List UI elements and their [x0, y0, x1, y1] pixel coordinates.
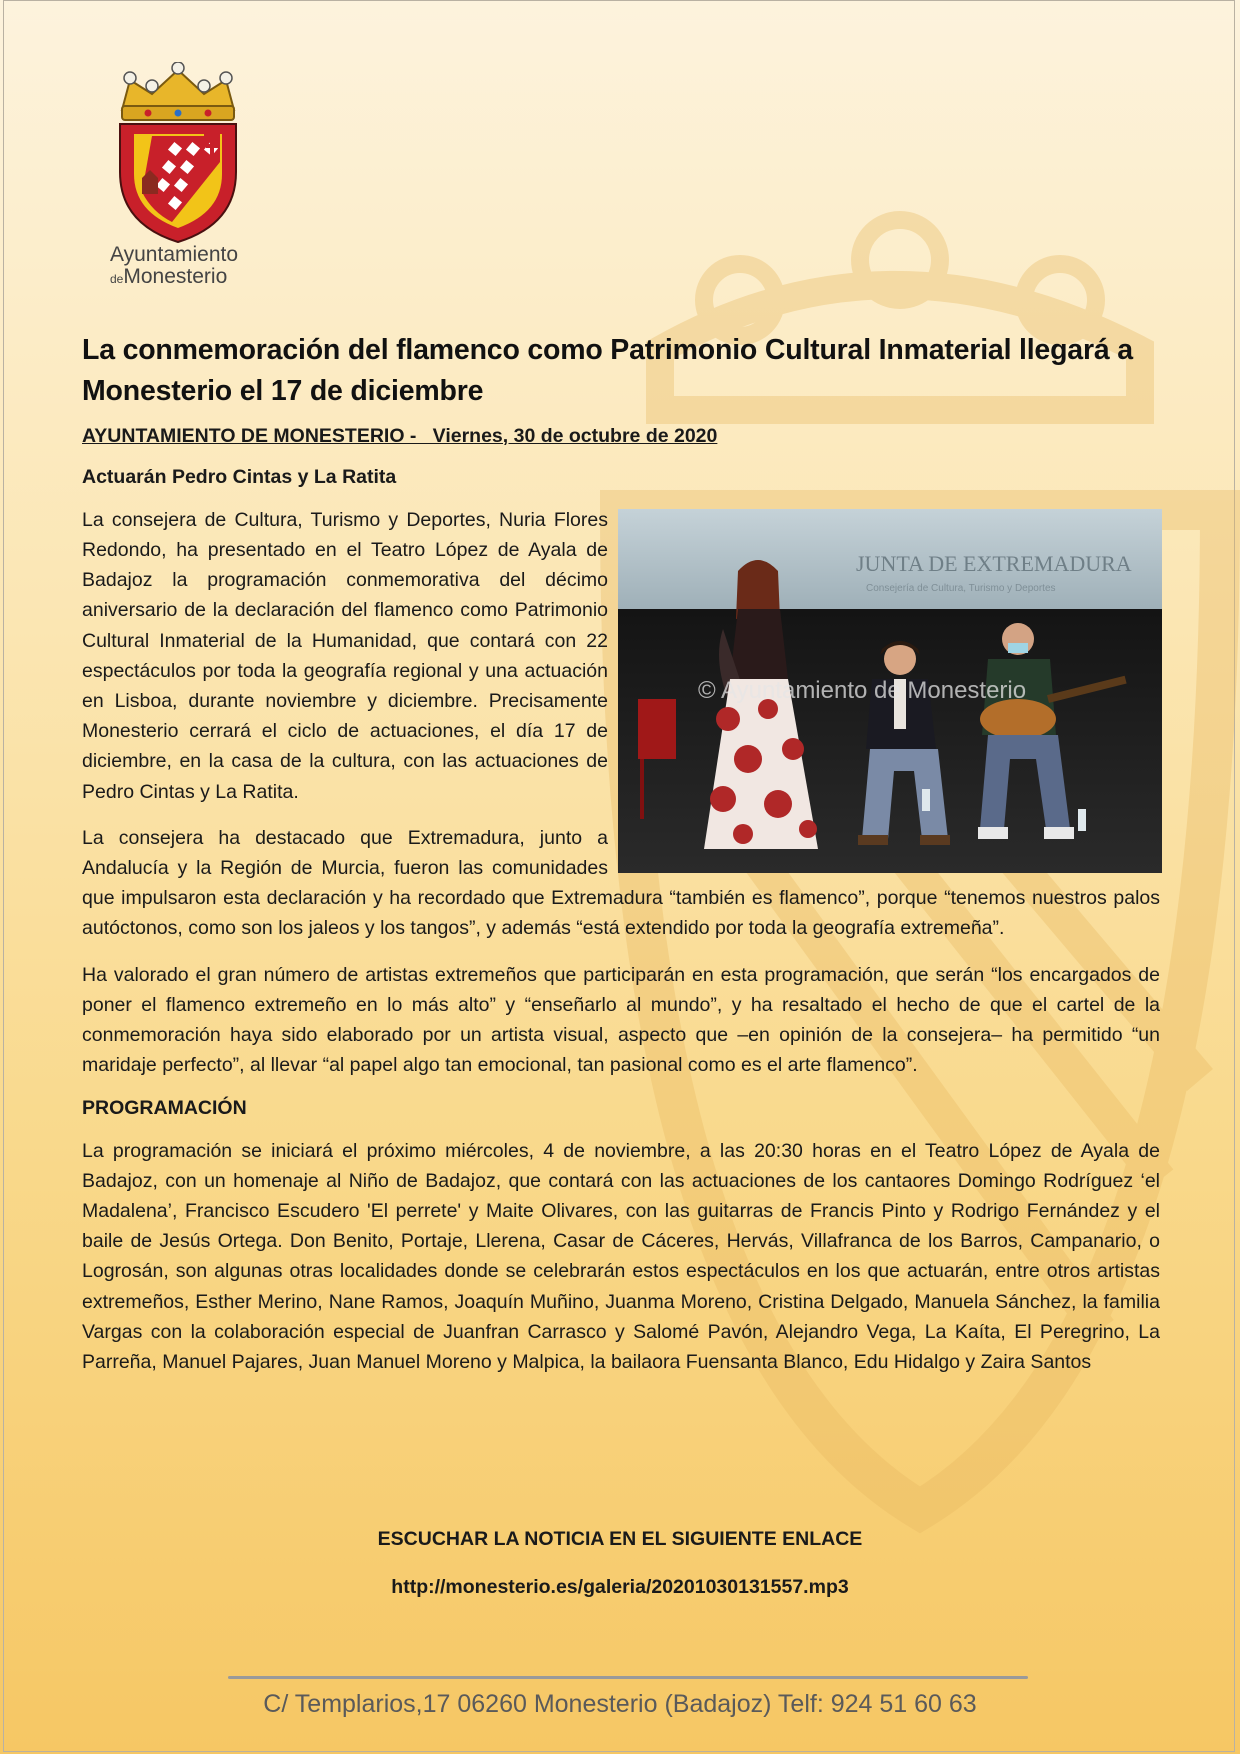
footer-divider [228, 1676, 1028, 1679]
footer-address: C/ Templarios,17 06260 Monesterio (Badajoz) Telf: 924 51 60 63 [263, 1690, 977, 1718]
audio-link[interactable]: http://monesterio.es/galeria/20201030131557.mp3 [391, 1576, 849, 1598]
article-paragraph-2: La consejera ha destacado que Extremadura, junto a Andalucía y la Región de Murcia, fueron las comunidades que impulsaron esta declaración y ha recordado que Extremadura “también es flamenco”, porque “tenemos nuestros palos autóctonos, como son los jaleos y los tangos”, y además “está extendido por toda la geografía extremeña”. [82, 826, 1160, 940]
logo-line-ayuntamiento: Ayuntamiento [110, 243, 239, 266]
section-heading-programacion: PROGRAMACIÓN [82, 1096, 247, 1119]
logo-line-monesterio [110, 266, 254, 288]
logo-town: Monesterio [123, 265, 228, 289]
photo-watermark: © Ayuntamiento de Monesterio [698, 676, 1027, 704]
listen-heading: ESCUCHAR LA NOTICIA EN EL SIGUIENTE ENLACE [377, 1528, 863, 1550]
logo-text [110, 244, 254, 288]
programacion-paragraph: La programación se iniciará el próximo miércoles, 4 de noviembre, a las 20:30 horas en el Teatro López de Ayala de Badajoz, con un homenaje al Niño de Badajoz, que contará con las actuaciones de los cantaores Domingo Rodríguez ‘el Madalena’, Francisco Escudero 'El perrete' y Maite Olivares, con las guitarras de Francis Pinto y Rodrigo Fernández y el baile de Jesús Ortega. Don Benito, Portaje, Llerena, Casar de Cáceres, Hervás, Villafranca de los Barros, Campanario, o Logrosán, son algunas otras localidades donde se celebrarán estos espectáculos en los que actuarán, entre otros artistas extremeños, Esther Merino, Nane Ramos, Joaquín Muñino, Juanma Moreno, Cristina Delgado, Manuela Sánchez, la familia Vargas con la colaboración especial de Juanfran Carrasco y Salomé Pavón, Alejandro Vega, La Kaíta, El Peregrino, La Parreña, Manuel Pajares, Juan Manuel Moreno y Malpica, la bailaora Fuensanta Blanco, Edu Hidalgo y Zaira Santos [82, 1139, 1160, 1374]
logo-prefix: de [110, 272, 124, 287]
article-byline: AYUNTAMIENTO DE MONESTERIO - Viernes, 30 de octubre de 2020 [82, 424, 718, 447]
article-subhead: Actuarán Pedro Cintas y La Ratita [82, 465, 397, 488]
article-photo [618, 509, 1162, 873]
article-title: La conmemoración del flamenco como Patrimonio Cultural Inmaterial llegará a Monesterio el 17 de diciembre [82, 334, 1133, 408]
photo-banner-subtext: Consejería de Cultura, Turismo y Deportes [866, 582, 1056, 594]
article [82, 330, 1160, 1393]
municipality-logo [104, 62, 254, 288]
article-paragraph-1: La consejera de Cultura, Turismo y Deportes, Nuria Flores Redondo, ha presentado en el Teatro López de Ayala de Badajoz la programación conmemorativa del décimo aniversario de la declaración del flamenco como Patrimonio Cultural Inmaterial de la Humanidad, que contará con 22 espectáculos por toda la geografía regional y una actuación en Lisboa, durante noviembre y diciembre. Precisamente Monesterio cerrará el ciclo de actuaciones, el día 17 de diciembre, en la casa de la cultura, con las actuaciones de Pedro Cintas y La Ratita. [82, 508, 608, 803]
article-paragraph-3: Ha valorado el gran número de artistas extremeños que participarán en esta programación, que serán “los encargados de poner el flamenco extremeño en lo más alto” y “enseñarlo al mundo”, y ha resaltado el hecho de que el cartel de la conmemoración haya sido elaborado por un artista visual, aspecto que –en opinión de la consejera– ha permitido “un maridaje perfecto”, al llevar “al papel algo tan emocional, tan pasional como es el arte flamenco”. [82, 963, 1160, 1077]
coat-of-arms-icon [112, 62, 244, 244]
photo-banner-text: JUNTA DE EXTREMADURA [856, 550, 1132, 576]
